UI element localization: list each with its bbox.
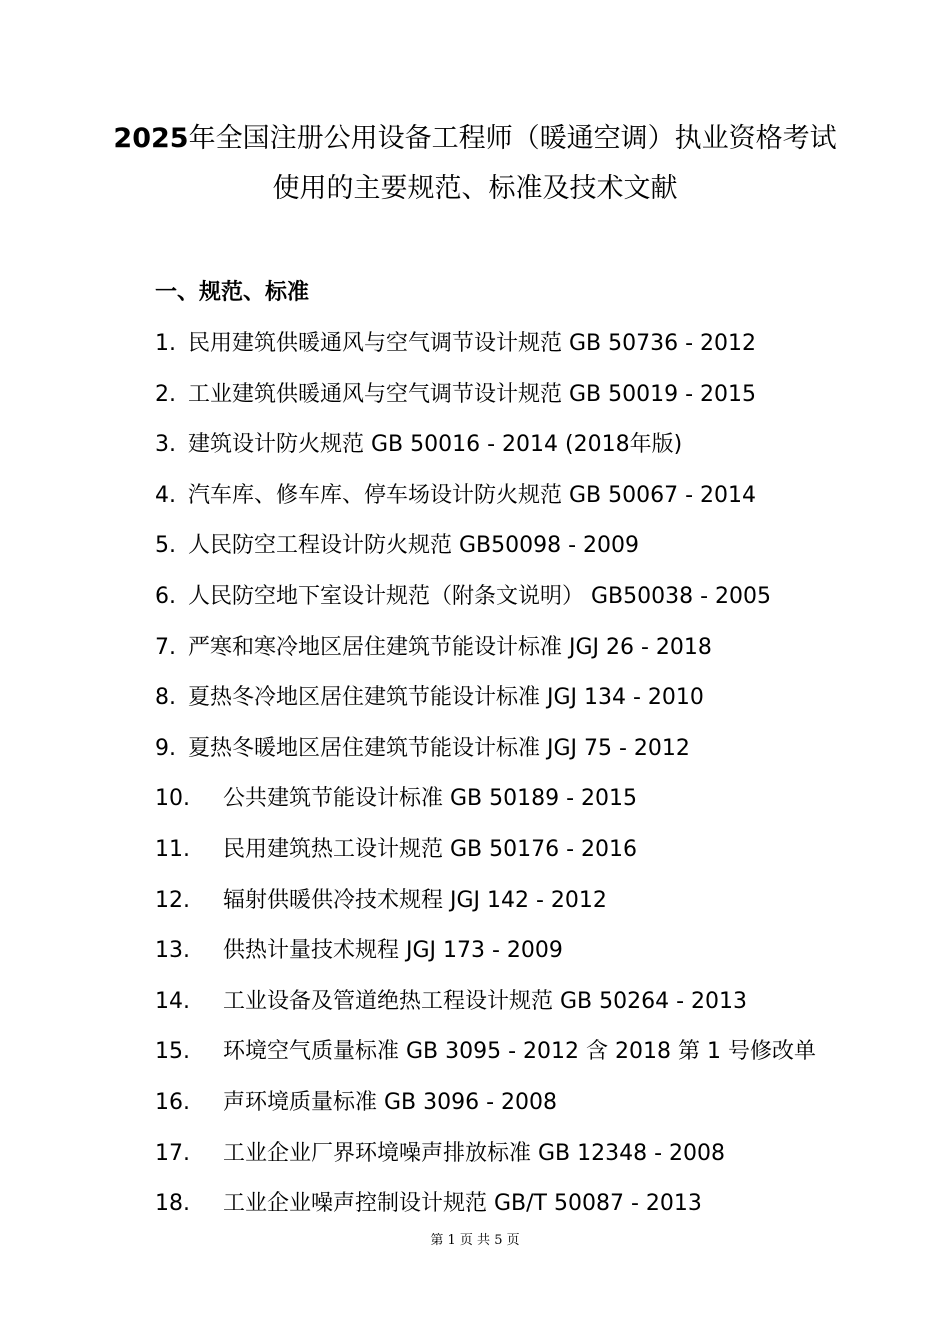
item-text: 工业建筑供暖通风与空气调节设计规范 GB 50019 - 2015 bbox=[188, 381, 757, 407]
item-text: 人民防空地下室设计规范（附条文说明） GB50038 - 2005 bbox=[188, 583, 772, 609]
list-item bbox=[155, 481, 816, 532]
list-item bbox=[155, 582, 816, 633]
item-text: 民用建筑供暖通风与空气调节设计规范 GB 50736 - 2012 bbox=[188, 331, 757, 356]
list-item bbox=[155, 886, 816, 937]
item-text: 工业企业噪声控制设计规范 GB/T 50087 - 2013 bbox=[223, 1191, 702, 1217]
item-number: 2. bbox=[155, 381, 176, 407]
list-item bbox=[155, 734, 816, 785]
item-number: 10. bbox=[155, 786, 190, 812]
item-number: 18. bbox=[155, 1191, 190, 1217]
item-number: 4. bbox=[155, 482, 176, 508]
list-item bbox=[155, 380, 816, 431]
item-text: 供热计量技术规程 JGJ 173 - 2009 bbox=[223, 938, 563, 964]
item-number: 13. bbox=[155, 938, 190, 964]
standards-list bbox=[155, 329, 816, 1240]
list-item bbox=[155, 1088, 816, 1139]
list-item bbox=[155, 329, 816, 380]
item-text: 严寒和寒冷地区居住建筑节能设计标准 JGJ 26 - 2018 bbox=[188, 634, 712, 660]
item-number: 6. bbox=[155, 583, 176, 609]
item-number: 9. bbox=[155, 735, 176, 761]
item-number: 16. bbox=[155, 1089, 190, 1115]
page-footer: 第 1 页 共 5 页 bbox=[430, 1233, 520, 1248]
item-text: 民用建筑热工设计规范 GB 50176 - 2016 bbox=[223, 836, 638, 862]
item-text: 夏热冬暖地区居住建筑节能设计标准 JGJ 75 - 2012 bbox=[188, 735, 690, 761]
list-item bbox=[155, 430, 816, 481]
list-item bbox=[155, 987, 816, 1038]
item-number: 7. bbox=[155, 634, 176, 660]
list-item bbox=[155, 683, 816, 734]
list-item bbox=[155, 633, 816, 684]
item-text: 环境空气质量标准 GB 3095 - 2012 含 2018 第 1 号修改单 bbox=[223, 1039, 816, 1065]
item-text: 工业企业厂界环境噪声排放标准 GB 12348 - 2008 bbox=[223, 1140, 726, 1166]
item-text: 汽车库、修车库、停车场设计防火规范 GB 50067 - 2014 bbox=[188, 482, 757, 508]
list-item bbox=[155, 1037, 816, 1088]
item-text: 声环境质量标准 GB 3096 - 2008 bbox=[223, 1089, 558, 1115]
section-heading: 一、规范、标准 bbox=[155, 280, 310, 305]
item-number: 8. bbox=[155, 685, 176, 711]
item-number: 12. bbox=[155, 887, 190, 913]
item-number: 3. bbox=[155, 432, 176, 458]
item-number: 5. bbox=[155, 533, 176, 559]
item-number: 1. bbox=[155, 331, 176, 356]
item-text: 公共建筑节能设计标准 GB 50189 - 2015 bbox=[223, 786, 638, 812]
list-item bbox=[155, 531, 816, 582]
item-text: 夏热冬冷地区居住建筑节能设计标准 JGJ 134 - 2010 bbox=[188, 685, 704, 711]
item-number: 14. bbox=[155, 988, 190, 1014]
list-item bbox=[155, 784, 816, 835]
item-text: 工业设备及管道绝热工程设计规范 GB 50264 - 2013 bbox=[223, 988, 748, 1014]
item-number: 17. bbox=[155, 1140, 190, 1166]
item-number: 15. bbox=[155, 1039, 190, 1065]
document-title-line-1 bbox=[0, 122, 950, 156]
item-text: 建筑设计防火规范 GB 50016 - 2014 (2018年版) bbox=[188, 432, 683, 458]
list-item bbox=[155, 1139, 816, 1190]
title-text: 年全国注册公用设备工程师（暖通空调）执业资格考试 bbox=[188, 123, 837, 154]
title-year: 2025 bbox=[113, 123, 189, 154]
list-item bbox=[155, 936, 816, 987]
item-number: 11. bbox=[155, 836, 190, 862]
document-title-line-2: 使用的主要规范、标准及技术文献 bbox=[272, 173, 678, 204]
item-text: 人民防空工程设计防火规范 GB50098 - 2009 bbox=[188, 533, 640, 559]
item-text: 辐射供暖供冷技术规程 JGJ 142 - 2012 bbox=[223, 887, 607, 913]
list-item bbox=[155, 835, 816, 886]
